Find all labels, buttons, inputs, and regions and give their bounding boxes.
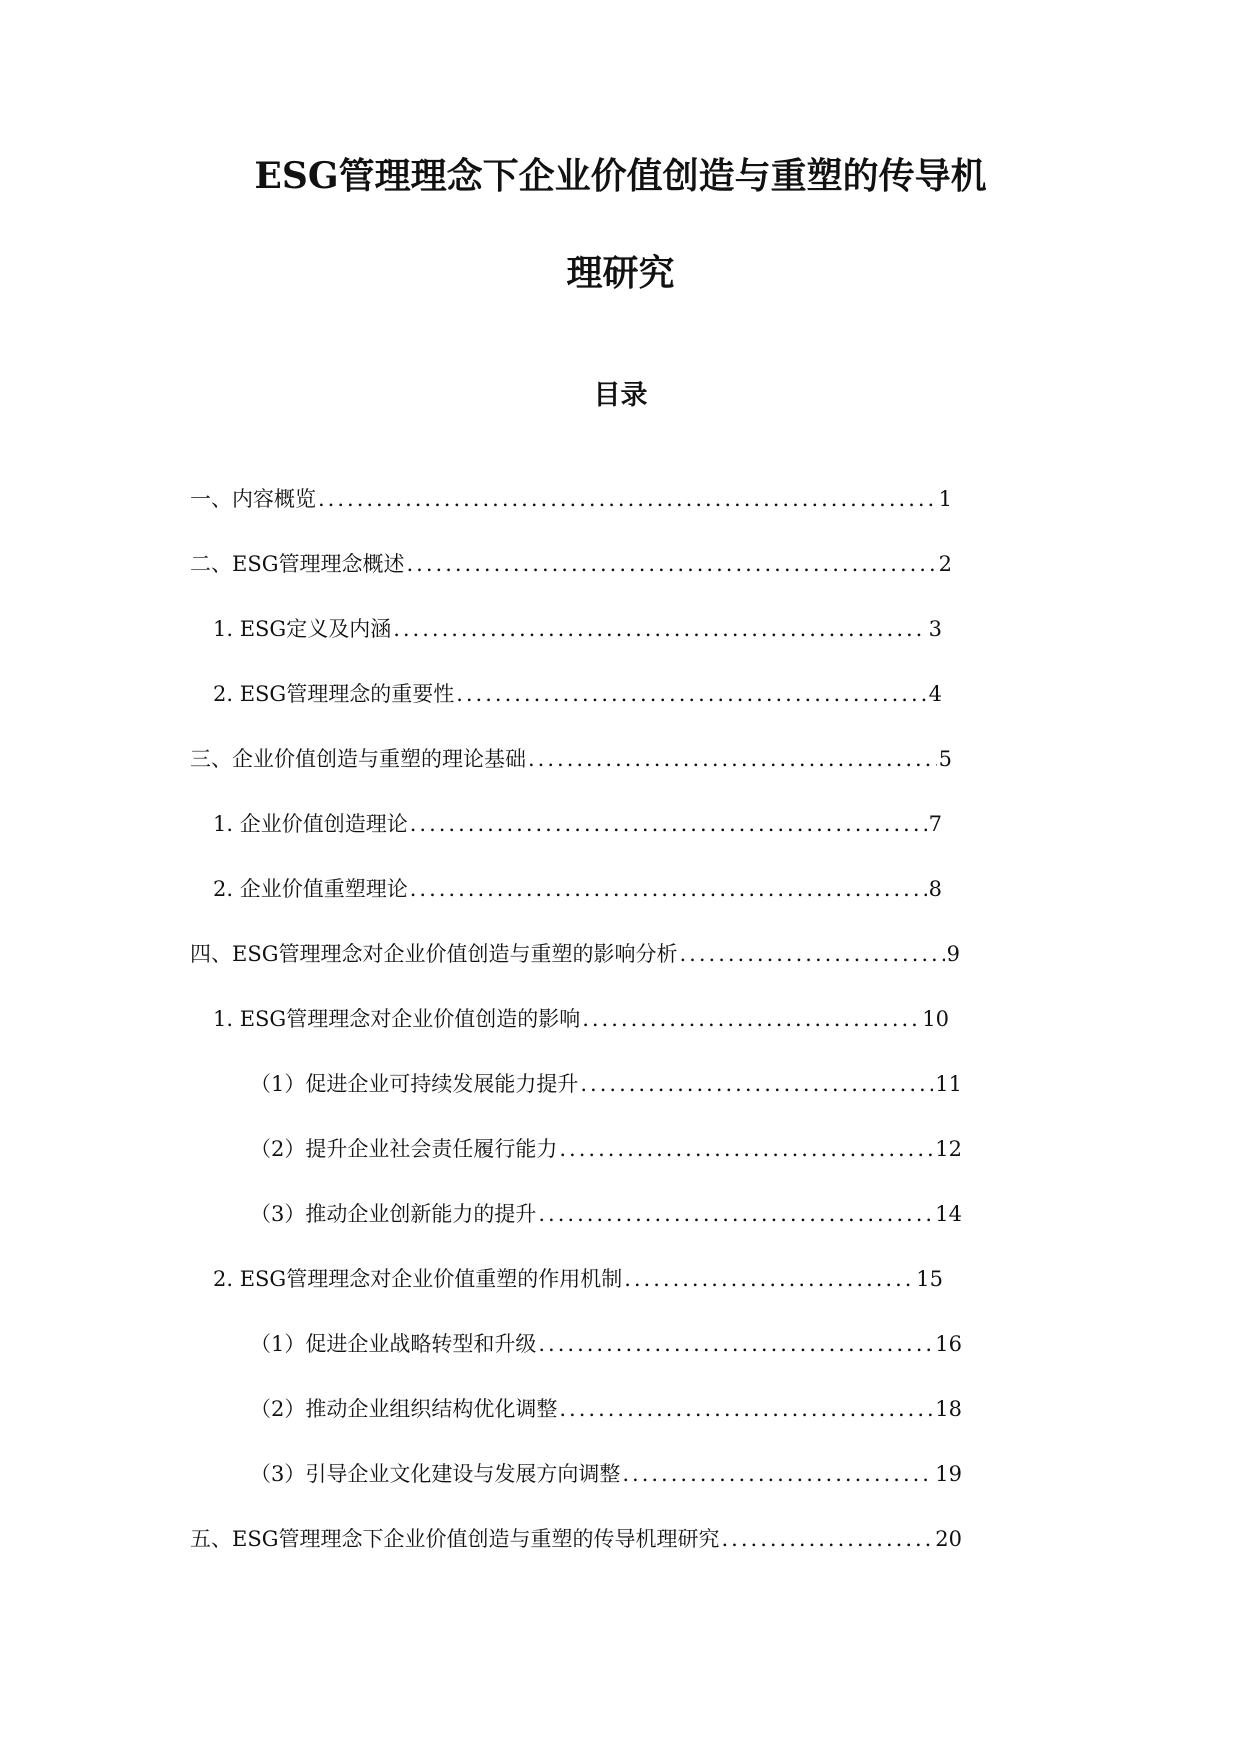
toc-entry[interactable] (190, 1524, 962, 1554)
toc-entry-label: （1）促进企业战略转型和升级 (250, 1332, 537, 1356)
toc-entry-page: 16 (935, 1332, 962, 1356)
toc-entry[interactable] (190, 744, 952, 774)
toc-leader-dots (538, 1329, 933, 1359)
toc-entry-label: （1）促进企业可持续发展能力提升 (250, 1072, 579, 1096)
toc-entry-label: 1. 企业价值创造理论 (213, 812, 408, 836)
toc-entry-page: 8 (928, 877, 942, 901)
toc-entry-label: 2. ESG管理理念对企业价值重塑的作用机制 (213, 1267, 623, 1291)
toc-leader-dots (407, 549, 937, 579)
toc-entry-page: 10 (922, 1007, 949, 1031)
toc-entry[interactable] (213, 1004, 949, 1034)
toc-leader-dots (559, 1134, 933, 1164)
toc-entry-page: 9 (946, 942, 960, 966)
toc-entry[interactable] (213, 874, 942, 904)
toc-entry-label: 2. ESG管理理念的重要性 (213, 682, 455, 706)
toc-entry-page: 3 (928, 617, 942, 641)
document-title-line-1: ESG管理理念下企业价值创造与重塑的传导机 (254, 155, 987, 197)
toc-entry-page: 18 (935, 1397, 962, 1421)
toc-entry[interactable] (213, 679, 942, 709)
toc-entry-label: （2）推动企业组织结构优化调整 (250, 1397, 558, 1421)
document-title-line-2: 理研究 (566, 252, 675, 294)
toc-entry-label: 三、企业价值创造与重塑的理论基础 (190, 747, 526, 771)
toc-entry[interactable] (190, 549, 952, 579)
toc-entry[interactable] (250, 1459, 962, 1489)
toc-entry-label: 2. 企业价值重塑理论 (213, 877, 408, 901)
toc-entry-label: 1. ESG管理理念对企业价值创造的影响 (213, 1007, 581, 1031)
toc-leader-dots (410, 874, 927, 904)
toc-entry-page: 1 (938, 487, 952, 511)
toc-leader-dots (722, 1524, 934, 1554)
toc-entry-label: 一、内容概览 (190, 487, 316, 511)
toc-entry-label: （3）推动企业创新能力的提升 (250, 1202, 537, 1226)
toc-entry[interactable] (213, 1264, 943, 1294)
toc-entry-page: 11 (935, 1072, 962, 1096)
toc-leader-dots (538, 1199, 933, 1229)
toc-entry-label: 四、ESG管理理念对企业价值创造与重塑的影响分析 (190, 942, 678, 966)
toc-entry[interactable] (250, 1134, 962, 1164)
toc-entry-label: （2）提升企业社会责任履行能力 (250, 1137, 558, 1161)
toc-leader-dots (410, 809, 927, 839)
toc-entry[interactable] (190, 939, 960, 969)
toc-entry[interactable] (250, 1199, 962, 1229)
toc-leader-dots (582, 1004, 920, 1034)
toc-entry-label: 五、ESG管理理念下企业价值创造与重塑的传导机理研究 (190, 1527, 720, 1551)
toc-entry[interactable] (250, 1329, 962, 1359)
toc-leader-dots (528, 744, 937, 774)
toc-entry[interactable] (213, 809, 942, 839)
toc-leader-dots (393, 614, 926, 644)
toc-entry-page: 19 (935, 1462, 962, 1486)
toc-entry-label: 1. ESG定义及内涵 (213, 617, 392, 641)
toc-entry-label: 二、ESG管理理念概述 (190, 552, 405, 576)
toc-entry-label: （3）引导企业文化建设与发展方向调整 (250, 1462, 621, 1486)
toc-leader-dots (680, 939, 945, 969)
toc-entry[interactable] (213, 614, 942, 644)
toc-entry-page: 20 (935, 1527, 962, 1551)
toc-entry[interactable] (250, 1069, 962, 1099)
toc-entry-page: 14 (935, 1202, 962, 1226)
toc-entry-page: 5 (938, 747, 952, 771)
toc-entry-page: 2 (938, 552, 952, 576)
toc-leader-dots (622, 1459, 933, 1489)
toc-entry-page: 15 (916, 1267, 943, 1291)
toc-leader-dots (318, 484, 937, 514)
toc-entry-page: 4 (928, 682, 942, 706)
toc-entry-page: 7 (928, 812, 942, 836)
toc-heading: 目录 (593, 380, 648, 411)
toc-entry[interactable] (250, 1394, 962, 1424)
toc-entry-page: 12 (935, 1137, 962, 1161)
toc-leader-dots (624, 1264, 914, 1294)
toc-leader-dots (456, 679, 926, 709)
toc-entry[interactable] (190, 484, 952, 514)
toc-leader-dots (559, 1394, 933, 1424)
toc-leader-dots (580, 1069, 933, 1099)
